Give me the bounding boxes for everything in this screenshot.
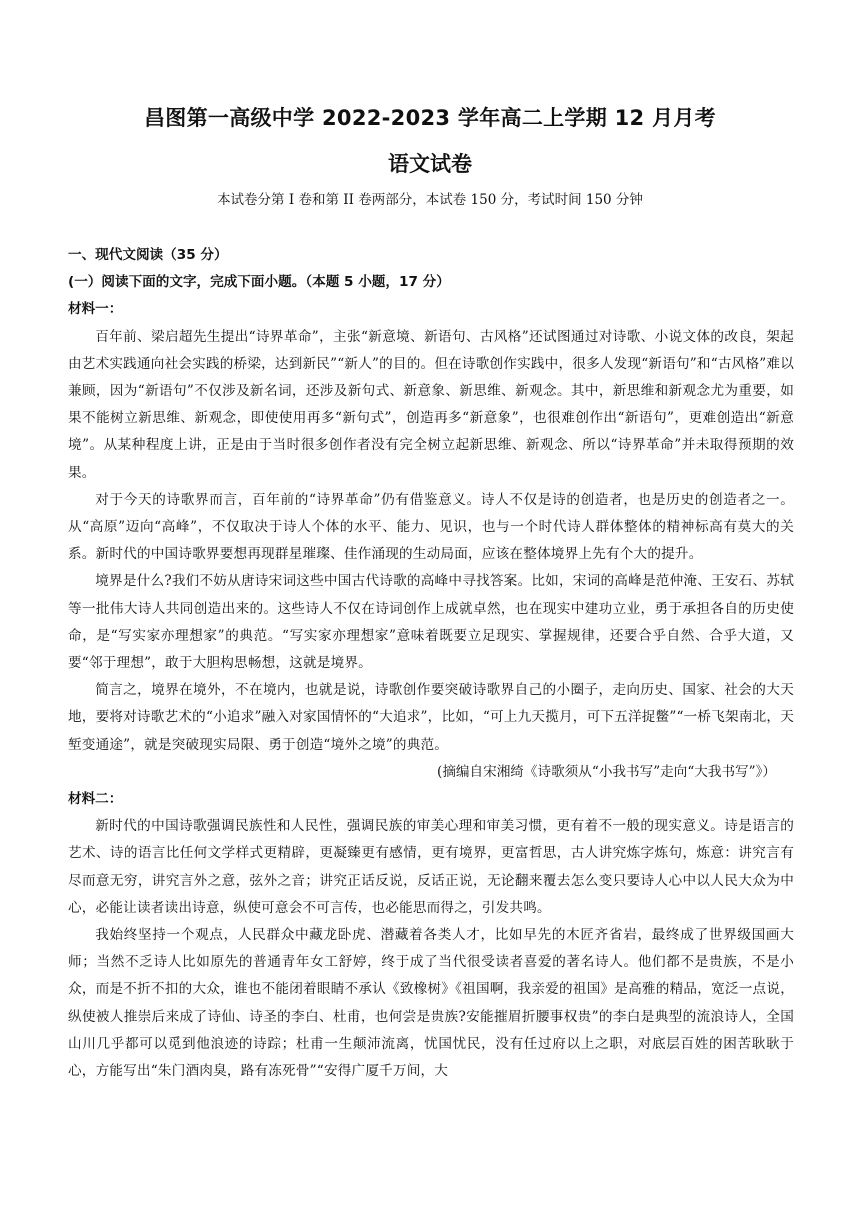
exam-subtitle: 语文试卷 [388, 152, 472, 176]
section-sub-heading: (一）阅读下面的文字，完成下面小题。（本题 5 小题，17 分） [68, 274, 450, 291]
material-two-paragraph: 新时代的中国诗歌强调民族性和人民性，强调民族的审美心理和审美习惯，更有着不一般的现实意义。诗是语言的艺术、诗的语言比任何文学样式更精辟，更凝臻更有感情，更有境界，更富哲思，古人讲究炼字炼句，炼意：讲究言有尽而意无穷，讲究言外之意，弦外之音；讲究正话反说，反话正说，无论翻来覆去怎么变只要诗人心中以人民大众为中心，必能让读者读出诗意，纵使可意会不可言传，也必能思而得之，引发共鸣。 [68, 818, 794, 916]
material-one-source: (摘编自宋湘绮《诗歌须从“小我书写”走向“大我书写”》） [437, 763, 776, 780]
exam-title: 昌图第一高级中学 2022-2023 学年高二上学期 12 月月考 [144, 106, 716, 130]
material-two-paragraph: 我始终坚持一个观点，人民群众中藏龙卧虎、潜藏着各类人才，比如早先的木匠齐省岩，最终成了世界级国画大师；当然不乏诗人比如原先的普通青年女工舒婷，终于成了当代很受读者喜爱的著名诗人。他们都不是贵族，不是小众，而是不折不扣的大众，谁也不能闭着眼睛不承认《致橡树》《祖国啊，我亲爱的祖国》是高雅的精品，宽泛一点说，纵使被人推崇后来成了诗仙、诗圣的李白、杜甫，也何尝是贵族?安能摧眉折腰事权贵”的李白是典型的流浪诗人，全国山川几乎都可以觅到他浪迹的诗踪；杜甫一生颠沛流离，忧国忧民，没有任过府以上之职，对底层百姓的困苦耿耿于心，方能写出“朱门酒肉臭，路有冻死骨”“安得广厦千万间，大 [68, 927, 794, 1080]
material-one-paragraph: 百年前、梁启超先生提出“诗界革命”，主张“新意境、新语句、古风格”还试图通过对诗歌、小说文体的改良，架起由艺术实践通向社会实践的桥梁，达到新民”“新人”的目的。但在诗歌创作实践中，很多人发现“新语句”和“古风格”难以兼顾，因为“新语句”不仅涉及新名词，还涉及新句式、新意象、新思维、新观念。其中，新思维和新观念尤为重要，如果不能树立新思维、新观念，即使使用再多“新句式”，创造再多“新意象”，也很难创作出“新语句”，更难创造出“新意境”。从某种程度上讲，正是由于当时很多创作者没有完全树立起新思维、新观念、所以“诗界革命”并未取得预期的效果。 [68, 328, 794, 481]
material-one-paragraph: 简言之，境界在境外，不在境内，也就是说，诗歌创作要突破诗歌界自己的小圈子，走向历史、国家、社会的大天地，要将对诗歌艺术的“小追求”融入对家国情怀的“大追求”，比如，“可上九天揽月，可下五洋捉鳖”“一桥飞架南北，天堑变通途”，就是突破现实局限、勇于创造“境外之境”的典范。 [68, 682, 794, 753]
material-one-paragraph: 对于今天的诗歌界而言，百年前的“诗界革命”仍有借鉴意义。诗人不仅是诗的创造者，也是历史的创造者之一。从“高原”迈向“高峰”，不仅取决于诗人个体的水平、能力、见识，也与一个时代诗人群体整体的精神标高有莫大的关系。新时代的中国诗歌界要想再现群星璀璨、佳作涌现的生动局面，应该在整体境界上先有个大的提升。 [68, 491, 794, 563]
exam-note: 本试卷分第 I 卷和第 II 卷两部分，本试卷 150 分，考试时间 150 分钟 [217, 192, 643, 208]
material-two-label: 材料二： [68, 791, 123, 808]
reading-section [68, 242, 794, 1085]
section-heading: 一、现代文阅读（35 分） [68, 247, 228, 263]
material-one-paragraph: 境界是什么?我们不妨从唐诗宋词这些中国古代诗歌的高峰中寻找答案。比如，宋词的高峰是范仲淹、王安石、苏轼等一批伟大诗人共同创造出来的。这些诗人不仅在诗词创作上成就卓然，也在现实中建功立业，勇于承担各自的历史使命，是“写实家亦理想家”的典范。“写实家亦理想家”意味着既要立足现实、掌握规律，还要合乎自然、合乎大道，又要“邻于理想”，敢于大胆构思畅想，这就是境界。 [68, 573, 794, 672]
material-one-label: 材料一： [68, 301, 123, 318]
